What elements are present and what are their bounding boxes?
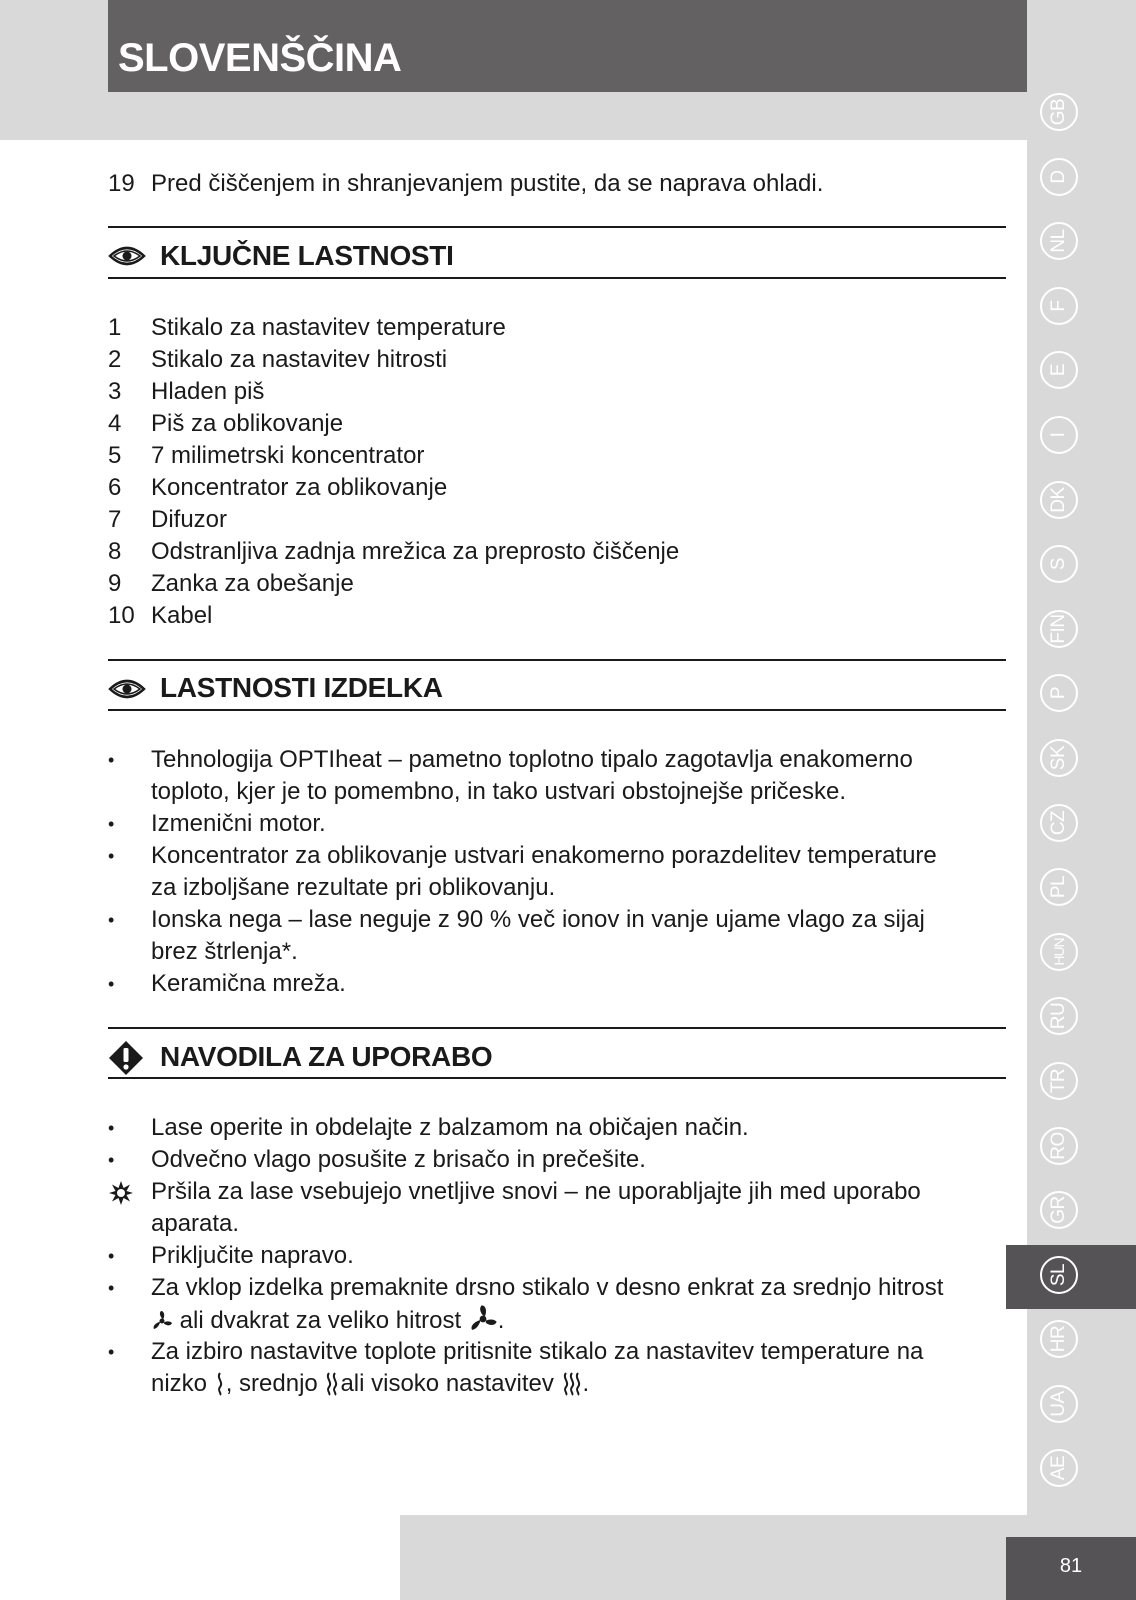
- item-text: aparata.: [151, 1210, 240, 1237]
- bullet: •: [108, 1342, 115, 1362]
- lang-label: I: [1048, 432, 1069, 438]
- item-text: toploto, kjer je to pomembno, in tako ustvari obstojnejše pričeske.: [151, 778, 847, 805]
- lang-tab-sk[interactable]: [1027, 728, 1136, 793]
- item-number: 9: [108, 570, 122, 597]
- item-text: Kabel: [151, 602, 213, 629]
- lang-label: NL: [1048, 229, 1069, 253]
- lang-tab-nl[interactable]: [1027, 211, 1136, 276]
- lang-tab-gb[interactable]: [1027, 82, 1136, 147]
- bullet: •: [108, 1150, 115, 1170]
- page-number-box: [1006, 1537, 1136, 1600]
- lang-tab-ro[interactable]: [1027, 1116, 1136, 1181]
- lang-tab-hun[interactable]: [1027, 922, 1136, 987]
- lang-label: GB: [1048, 98, 1069, 126]
- item-number: 5: [108, 442, 122, 469]
- section-rule-bottom: [108, 277, 1006, 279]
- eye-icon: [108, 244, 146, 268]
- item-text: Stikalo za nastavitev hitrosti: [151, 346, 448, 373]
- lang-label: RU: [1048, 1003, 1069, 1030]
- section-rule-top: [108, 659, 1006, 661]
- item-text: 7 milimetrski koncentrator: [151, 442, 425, 469]
- bullet: •: [108, 814, 115, 834]
- bullet: •: [108, 910, 115, 930]
- heat-text: nizko: [151, 1370, 208, 1397]
- item-text: Stikalo za nastavitev temperature: [151, 314, 506, 341]
- lang-label: RO: [1048, 1131, 1069, 1160]
- lang-tab-d[interactable]: [1027, 147, 1136, 212]
- item-text: Izmenični motor.: [151, 810, 326, 837]
- lang-label: CZ: [1048, 810, 1069, 835]
- section-rule-bottom: [108, 709, 1006, 711]
- lang-label: AE: [1048, 1456, 1069, 1481]
- lang-tab-pl[interactable]: [1027, 857, 1136, 922]
- section-title-product-features: LASTNOSTI IZDELKA: [160, 672, 443, 703]
- bullet: •: [108, 750, 115, 770]
- flammable-star-icon: [108, 1180, 134, 1206]
- section-rule-bottom: [108, 1077, 1006, 1079]
- lang-label: SK: [1048, 745, 1069, 771]
- item-number: 3: [108, 378, 122, 405]
- item-text: brez štrlenja*.: [151, 938, 298, 965]
- lang-tab-p[interactable]: [1027, 663, 1136, 728]
- heat-text: , srednjo: [225, 1370, 318, 1397]
- lang-label: E: [1048, 364, 1069, 377]
- lang-tab-cz[interactable]: [1027, 793, 1136, 858]
- lang-label: HUN: [1051, 938, 1067, 966]
- eye-icon: [108, 677, 146, 701]
- heat-text: ali visoko nastavitev: [340, 1370, 554, 1397]
- lang-label: HR: [1048, 1326, 1069, 1353]
- page-title: SLOVENŠČINA: [118, 36, 402, 80]
- item-number: 2: [108, 346, 122, 373]
- lang-tab-e[interactable]: [1027, 340, 1136, 405]
- lang-label: D: [1048, 169, 1069, 184]
- bullet: •: [108, 1246, 115, 1266]
- lang-label: FIN: [1048, 614, 1069, 644]
- section-rule-top: [108, 226, 1006, 228]
- lang-label: F: [1048, 300, 1069, 312]
- language-tabs: [1027, 82, 1136, 1503]
- item-text: Ionska nega – lase neguje z 90 % več ionov in vanje ujame vlago za sijaj: [151, 906, 925, 933]
- bullet: •: [108, 1278, 115, 1298]
- item-text: Odstranljiva zadnja mrežica za preprosto čiščenje: [151, 538, 680, 565]
- lang-tab-f[interactable]: [1027, 276, 1136, 341]
- speed-text: ali dvakrat za veliko hitrost: [179, 1307, 462, 1334]
- heat-medium-icon: [324, 1371, 340, 1397]
- fan-medium-speed-icon: [151, 1310, 173, 1332]
- lang-label: P: [1048, 687, 1069, 700]
- lang-label: PL: [1048, 876, 1069, 899]
- item-text: Lase operite in obdelajte z balzamom na običajen način.: [151, 1114, 749, 1141]
- item-text: Piš za oblikovanje: [151, 410, 344, 437]
- lang-label: S: [1048, 558, 1069, 571]
- item-text: Pršila za lase vsebujejo vnetljive snovi – ne uporabljajte jih med uporabo: [151, 1178, 921, 1205]
- lang-tab-sl-active[interactable]: [1006, 1245, 1136, 1310]
- item-text: Za izbiro nastavitve toplote pritisnite stikalo za nastavitev temperature na: [151, 1338, 924, 1365]
- bullet: •: [108, 1118, 115, 1138]
- item-number: 10: [108, 602, 135, 629]
- item-number: 7: [108, 506, 122, 533]
- lang-tab-ua[interactable]: [1027, 1374, 1136, 1439]
- item-text: Zanka za obešanje: [151, 570, 354, 597]
- warning-diamond-icon: [108, 1040, 144, 1076]
- item-number: 19: [108, 170, 135, 197]
- section-rule-top: [108, 1027, 1006, 1029]
- lang-label: UA: [1048, 1391, 1069, 1417]
- section-title-instructions: NAVODILA ZA UPORABO: [160, 1041, 493, 1072]
- lang-tab-gr[interactable]: [1027, 1180, 1136, 1245]
- item-text: Difuzor: [151, 506, 228, 533]
- item-text: za izboljšane rezultate pri oblikovanju.: [151, 874, 556, 901]
- item-text: Za vklop izdelka premaknite drsno stikalo v desno enkrat za srednjo hitrost: [151, 1274, 944, 1301]
- item-text: Keramična mreža.: [151, 970, 346, 997]
- lang-tab-fin[interactable]: [1027, 599, 1136, 664]
- lang-label: GR: [1048, 1196, 1069, 1224]
- lang-tab-ae[interactable]: [1027, 1438, 1136, 1503]
- item-number: 8: [108, 538, 122, 565]
- lang-label: DK: [1048, 486, 1069, 513]
- lang-label: TR: [1048, 1068, 1069, 1094]
- item-text-line: [151, 1368, 1006, 1400]
- item-text: Hladen piš: [151, 378, 265, 405]
- bullet: •: [108, 846, 115, 866]
- page-number: 81: [1059, 1555, 1083, 1577]
- header-bar: [108, 0, 1027, 92]
- item-number: 1: [108, 314, 122, 341]
- item-text: Odvečno vlago posušite z brisačo in prečešite.: [151, 1146, 646, 1173]
- fan-high-speed-icon: [468, 1304, 498, 1334]
- period: .: [582, 1370, 590, 1397]
- period: .: [497, 1307, 505, 1334]
- lang-tab-s[interactable]: [1027, 534, 1136, 599]
- section-title-key-features: KLJUČNE LASTNOSTI: [160, 240, 454, 271]
- item-text-line: [151, 1304, 1006, 1337]
- item-text: Priključite napravo.: [151, 1242, 354, 1269]
- lang-label: SL: [1048, 1263, 1069, 1286]
- lang-tab-tr[interactable]: [1027, 1051, 1136, 1116]
- lang-tab-hr[interactable]: [1027, 1309, 1136, 1374]
- item-text: Pred čiščenjem in shranjevanjem pustite, da se naprava ohladi.: [151, 170, 824, 197]
- bullet: •: [108, 974, 115, 994]
- item-text: Koncentrator za oblikovanje: [151, 474, 448, 501]
- item-text: Tehnologija OPTIheat – pametno toplotno tipalo zagotavlja enakomerno: [151, 746, 913, 773]
- lang-tab-dk[interactable]: [1027, 470, 1136, 535]
- item-number: 6: [108, 474, 122, 501]
- lang-tab-ru[interactable]: [1027, 986, 1136, 1051]
- heat-low-icon: [214, 1371, 226, 1397]
- lang-tab-i[interactable]: [1027, 405, 1136, 470]
- item-number: 4: [108, 410, 122, 437]
- heat-high-icon: [561, 1371, 583, 1397]
- item-text: Koncentrator za oblikovanje ustvari enakomerno porazdelitev temperature: [151, 842, 937, 869]
